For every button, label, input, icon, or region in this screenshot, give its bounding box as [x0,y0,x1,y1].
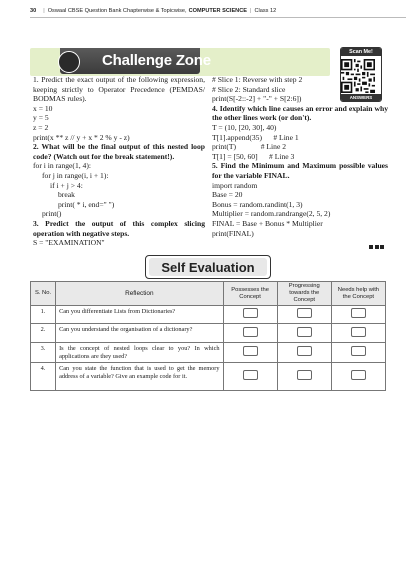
more-dots-icon [369,245,384,249]
col-reflection: Reflection [56,282,223,306]
question-line: y = 5 [33,113,49,123]
question-line: print(T) # Line 2 [212,142,287,152]
table-row [31,306,386,324]
question-line: 1. Predict the exact output of the following expression, keeping strictly to Operator Precedence (PEMDAS/ BODMAS rules). [33,75,205,104]
question-line: T[1] = [50, 60] # Line 3 [212,151,295,161]
self-evaluation-banner [145,255,271,279]
question-line: print(FINAL) [212,228,254,238]
checkbox-progressing[interactable] [297,346,312,356]
row-number: 2. [31,324,56,343]
answers-label: ANSWERS [341,94,381,101]
question-line: T = (10, [20, 30], 40) [212,122,277,132]
question-line: 4. Identify which line causes an error and explain why the other lines work (or don't). [212,103,388,123]
self-evaluation-table [30,281,386,391]
question-line: for i in range(1, 4): [33,161,91,171]
question-line: S = "EXAMINATION" [33,238,105,248]
question-line: print(x ** z // y + x * 2 % y - z) [33,132,130,142]
question-line: 3. Predict the output of this complex slicing operation with negative steps. [33,218,205,238]
subject-name: COMPUTER SCIENCE [188,8,247,14]
col-sno: S. No. [31,282,56,306]
question-line: print(S[-2::-2] + "-" + S[2:6]) [212,94,302,104]
checkbox-possesses[interactable] [243,370,258,380]
reflection-question: Can you state the function that is used to get the memory address of a variable? Give an example code for it. [56,363,223,391]
question-line: break [58,190,75,200]
table-row [31,363,386,391]
book-title: Oswaal CBSE Question Bank Chapterwise & Topicwise, [47,8,187,14]
checkbox-needs-help[interactable] [351,327,366,337]
question-line: import random [212,180,258,190]
checkbox-progressing[interactable] [297,308,312,318]
row-number: 1. [31,306,56,324]
question-line: # Slice 1: Reverse with step 2 [212,75,303,84]
question-line: z = 2 [33,122,49,132]
header-divider [30,17,406,18]
question-line: Base = 20 [212,190,243,200]
question-line: print( * i, end=" ") [58,199,115,209]
self-evaluation-title: Self Evaluation [149,258,267,276]
challenge-zone-banner [30,48,330,76]
checkbox-progressing[interactable] [297,370,312,380]
challenge-left-column [33,75,205,248]
checkbox-possesses[interactable] [243,327,258,337]
col-needs-help: Needs help with the Concept [331,282,385,306]
checkbox-possesses[interactable] [243,308,258,318]
table-row [31,324,386,343]
challenge-right-column [212,75,388,238]
class-label: Class 12 [254,8,277,14]
question-line: if i + j > 4: [50,180,83,190]
question-line: FINAL = Base + Bonus * Multiplier [212,218,323,228]
table-row [31,343,386,363]
question-line: for j in range(i, i + 1): [42,170,109,180]
checkbox-needs-help[interactable] [351,346,366,356]
col-possesses: Possesses the Concept [223,282,277,306]
question-line: 5. Find the Minimum and Maximum possible values for the variable FINAL. [212,161,388,180]
row-number: 3. [31,343,56,363]
question-line: Multiplier = random.randrange(2, 5, 2) [212,209,331,219]
row-number: 4. [31,363,56,391]
checkbox-progressing[interactable] [297,327,312,337]
table-header-row [31,282,386,306]
checkbox-needs-help[interactable] [351,308,366,318]
reflection-question: Is the concept of nested loops clear to you? In which applications are they used? [56,343,223,363]
question-line: 2. What will be the final output of this nested loop code? (Watch out for the break statement!). [33,142,205,161]
question-line: print() [42,209,62,219]
question-line: Bonus = random.randint(1, 3) [212,199,303,209]
checkbox-needs-help[interactable] [351,370,366,380]
question-line: x = 10 [33,103,53,113]
col-progressing: Progressing towards the Concept [277,282,331,306]
question-line: # Slice 2: Standard slice [212,84,286,94]
challenge-zone-title: Challenge Zone [102,52,211,69]
reflection-question: Can you differentiate Lists from Dictionaries? [56,306,223,324]
banner-circle-icon [58,51,80,73]
reflection-question: Can you understand the organisation of a dictionary? [56,324,223,343]
page-number: 30 [30,8,37,14]
checkbox-possesses[interactable] [243,346,258,356]
question-line: T[1].append(35) # Line 1 [212,132,299,142]
scan-me-label: Scan Me! [341,48,381,56]
page-header: 30 | Oswaal CBSE Question Bank Chapterwise & Topicwise, COMPUTER SCIENCE | Class 12 [30,8,277,14]
